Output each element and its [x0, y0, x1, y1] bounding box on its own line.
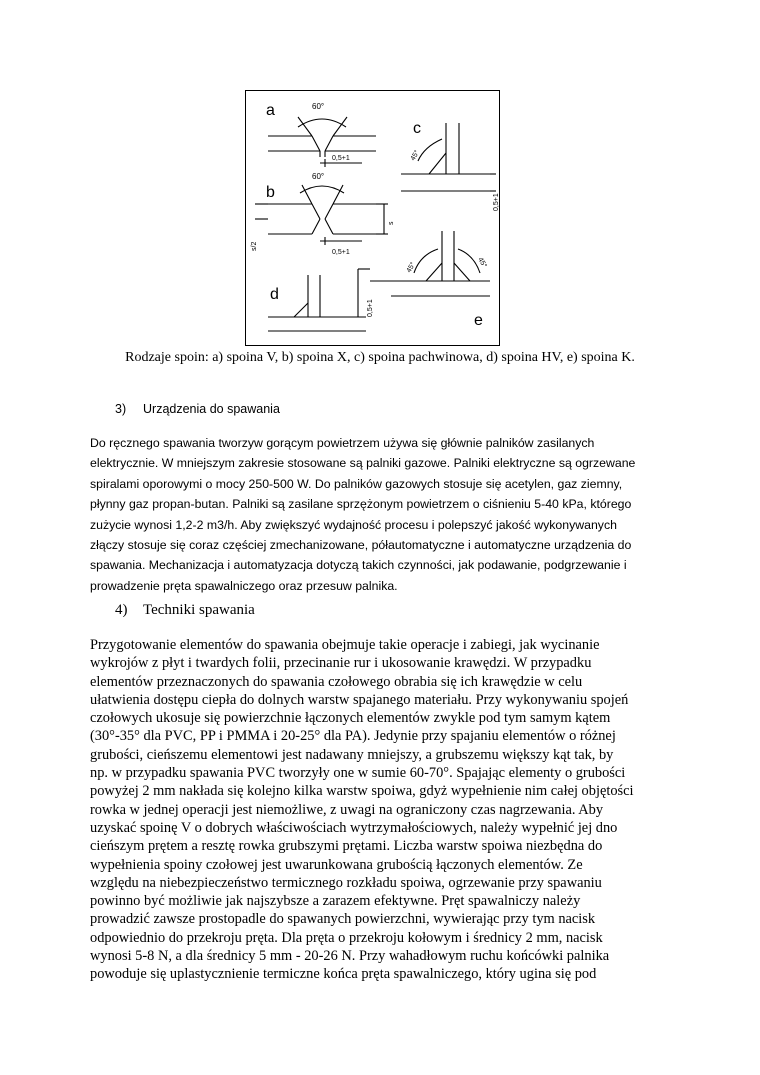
paragraph-line: elementów przeznaczonych do spawania czołowego obrabia się ich krawędzie w celu: [90, 673, 583, 690]
paragraph-line: (30°-35° dla PVC, PP i PMMA i 20-25° dla PA). Jedynie przy spajaniu elementów o różnej: [90, 728, 616, 745]
paragraph-line: Do ręcznego spawania tworzyw gorącym powietrzem używa się głównie palników zasilanych: [90, 436, 595, 450]
paragraph-line: spiralami oporowymi o mocy 250-500 W. Do palników gazowych stosuje się acetylen, gaz ziemny,: [90, 476, 623, 491]
label-c: c: [413, 120, 421, 137]
section-3-number: 3): [115, 402, 127, 416]
paragraph-line: Przygotowanie elementów do spawania obejmuje takie operacje i zabiegi, jak wycinanie: [90, 637, 600, 653]
weld-types-figure: [245, 90, 500, 346]
gap-b: 0,5+1: [332, 249, 350, 256]
paragraph-line: cieńszym prętem a resztę rowka grubszymi prętami. Liczba warstw spoiwa niezbędna do: [90, 838, 603, 855]
dim-b-s2: s/2: [251, 241, 258, 251]
paragraph-line: wypełnienia spoiny czołowej jest uwarunkowana grubością łączonych elementów. Ze: [90, 856, 583, 873]
paragraph-line: spawania. Mechanizacja i automatyzacja dotyczą takich czynności, jak podawanie, podgrzewanie i: [90, 558, 627, 573]
angle-e1: 45°: [405, 261, 418, 274]
label-a: a: [266, 102, 275, 119]
angle-b: 60°: [312, 172, 325, 181]
gap-d: 0,5+1: [367, 299, 374, 317]
paragraph-line: odpowiednio do przekroju pręta. Dla pręta o przekroju kołowym i średnicy 2 mm, nacisk: [90, 929, 603, 946]
section-3-title: Urządzenia do spawania: [143, 402, 280, 416]
paragraph-line: grubości, cieńszemu elementowi jest nadawany mniejszy, a grubszemu większy kąt tak, by: [90, 746, 614, 763]
section-4-number: 4): [115, 602, 128, 618]
gap-a: 0,5+1: [332, 155, 350, 162]
paragraph-line: powinno być możliwie jak najszybsze a zarazem efektywne. Pręt spawalniczy należy: [90, 893, 581, 910]
figure-caption: Rodzaje spoin: a) spoina V, b) spoina X, c) spoina pachwinowa, d) spoina HV, e) spoina K.: [125, 350, 635, 365]
paragraph-line: zużycie wynosi 1,2-2 m3/h. Aby zwiększyć wydajność procesu i polepszyć jakość wykonywanych: [90, 517, 617, 532]
angle-c: 45°: [409, 149, 422, 162]
weld-d-hv: [268, 269, 370, 331]
paragraph-line: względu na niebezpieczeństwo termicznego rozkładu spoiwa, ogrzewanie przy spawaniu: [90, 874, 602, 891]
section-3-heading: [115, 400, 280, 418]
paragraph-line: powyżej 2 mm nakłada się kolejno kilka warstw spoiwa, gdyż wypełnienie nim całej objętości: [90, 783, 634, 800]
paragraph-line: złączy stosuje się coraz częściej zmechanizowane, półautomatyczne i automatyczne urządzenia do: [90, 538, 632, 553]
paragraph-line: płynny gaz propan-butan. Palniki są zasilane sprzężonym powietrzem o ciśnieniu 5-40 kPa, którego: [90, 497, 632, 512]
paragraph-line: np. w przypadku spawania PVC tworzyły one w sumie 60-70°. Spajając elementy o grubości: [90, 765, 626, 782]
paragraph-line: rowka w jednej operacji jest niemożliwe, z uwagi na ograniczony czas nagrzewania. Aby: [90, 801, 604, 818]
paragraph-line: wykrojów z płyt i twardych folii, przecinanie rur i ukosowanie krawędzi. W przypadku: [90, 655, 592, 672]
paragraph-line: prowadzić zawsze prostopadle do spawanych powierzchni, wywierając przy tym nacisk: [90, 911, 596, 928]
dim-b-s: s: [388, 221, 395, 225]
label-d: d: [270, 286, 279, 303]
paragraph-line: ułatwienia dostępu ciepła do dolnych warstw spajanego materiału. Przy wykonywaniu spojeń: [90, 691, 629, 708]
angle-e2: 45°: [476, 256, 488, 270]
section-4-paragraph: [90, 636, 690, 984]
section-3-paragraph: [90, 433, 680, 596]
label-e: e: [474, 312, 483, 329]
paragraph-line: czołowych ukosuje się powierzchnie łączonych elementów zwykle pod tym samym kątem: [90, 710, 611, 727]
weld-e-k: [370, 231, 490, 296]
weld-diagram: [246, 91, 499, 345]
gap-c: 0,5+1: [493, 193, 500, 211]
weld-a-v: [268, 117, 376, 167]
label-b: b: [266, 184, 275, 201]
section-4-heading: [115, 600, 255, 620]
section-4-title: Techniki spawania: [143, 602, 255, 618]
paragraph-line: elektrycznie. W mniejszym zakresie stosowane są palniki gazowe. Palniki elektryczne są ogrzewane: [90, 456, 636, 471]
angle-a: 60°: [312, 102, 325, 111]
paragraph-line: uzyskać spoinę V o dobrych właściwościach wytrzymałościowych, należy wypełnić jej dno: [90, 819, 618, 836]
weld-b-x: [255, 185, 388, 245]
paragraph-line: prowadzenie pręta spawalniczego oraz przesuw palnika.: [90, 578, 398, 593]
paragraph-line: wynosi 5-8 N, a dla średnicy 5 mm - 20-26 N. Przy wahadłowym ruchu końcówki palnika: [90, 948, 610, 965]
paragraph-line: powoduje się uplastycznienie termiczne końca pręta spawalniczego, który ugina się pod: [90, 966, 597, 983]
